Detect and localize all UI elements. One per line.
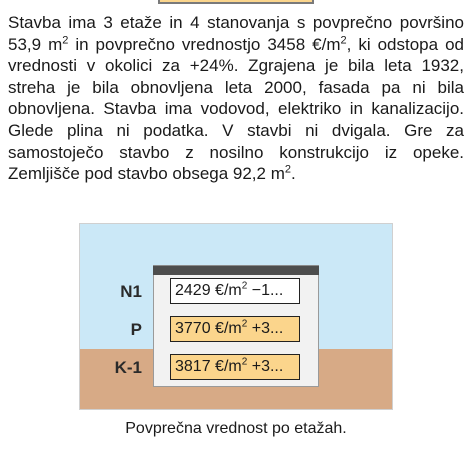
floor-value-box[interactable]: 2429 $€/m^2 -1$... <box>170 278 300 304</box>
diagram-caption: Povprečna vrednost po etažah. <box>125 420 347 437</box>
building-description: Stavba ima 3 etaže in 4 stanovanja s povprečno površino 53,9 $m^2$ in povprečno vrednostjo 3458 $€/m^2$, ki odstopa od vrednosti v okolici za +24%. Zgrajena je bila leta 1932, streha je bila obnovljena leta 2000, fasada pa ni bila obnovljena. Stavba ima vodovod, elektriko in kanalizacijo. Glede plina ni podatka. V stavbi ni dvigala. Gre za samostoječo stavbo z nosilno konstrukcijo iz opeke. Zemljišče pod stavbo obsega 92,2 $m^2$. <box>8 13 464 184</box>
floor-row-p <box>130 311 318 348</box>
top-tab-button[interactable] <box>158 0 314 4</box>
floor-value-box[interactable]: 3770 $€/m^2 +3$... <box>170 316 300 342</box>
floor-row-k1 <box>114 349 318 386</box>
floor-value-box[interactable]: 3817 $€/m^2 +3$... <box>170 354 300 380</box>
floor-label: K-1 <box>114 358 142 377</box>
floor-label: P <box>130 320 142 339</box>
building-floor-diagram <box>79 223 393 410</box>
floor-label: N1 <box>120 282 142 301</box>
floor-row-n1 <box>120 273 318 310</box>
building-outline <box>114 265 319 387</box>
